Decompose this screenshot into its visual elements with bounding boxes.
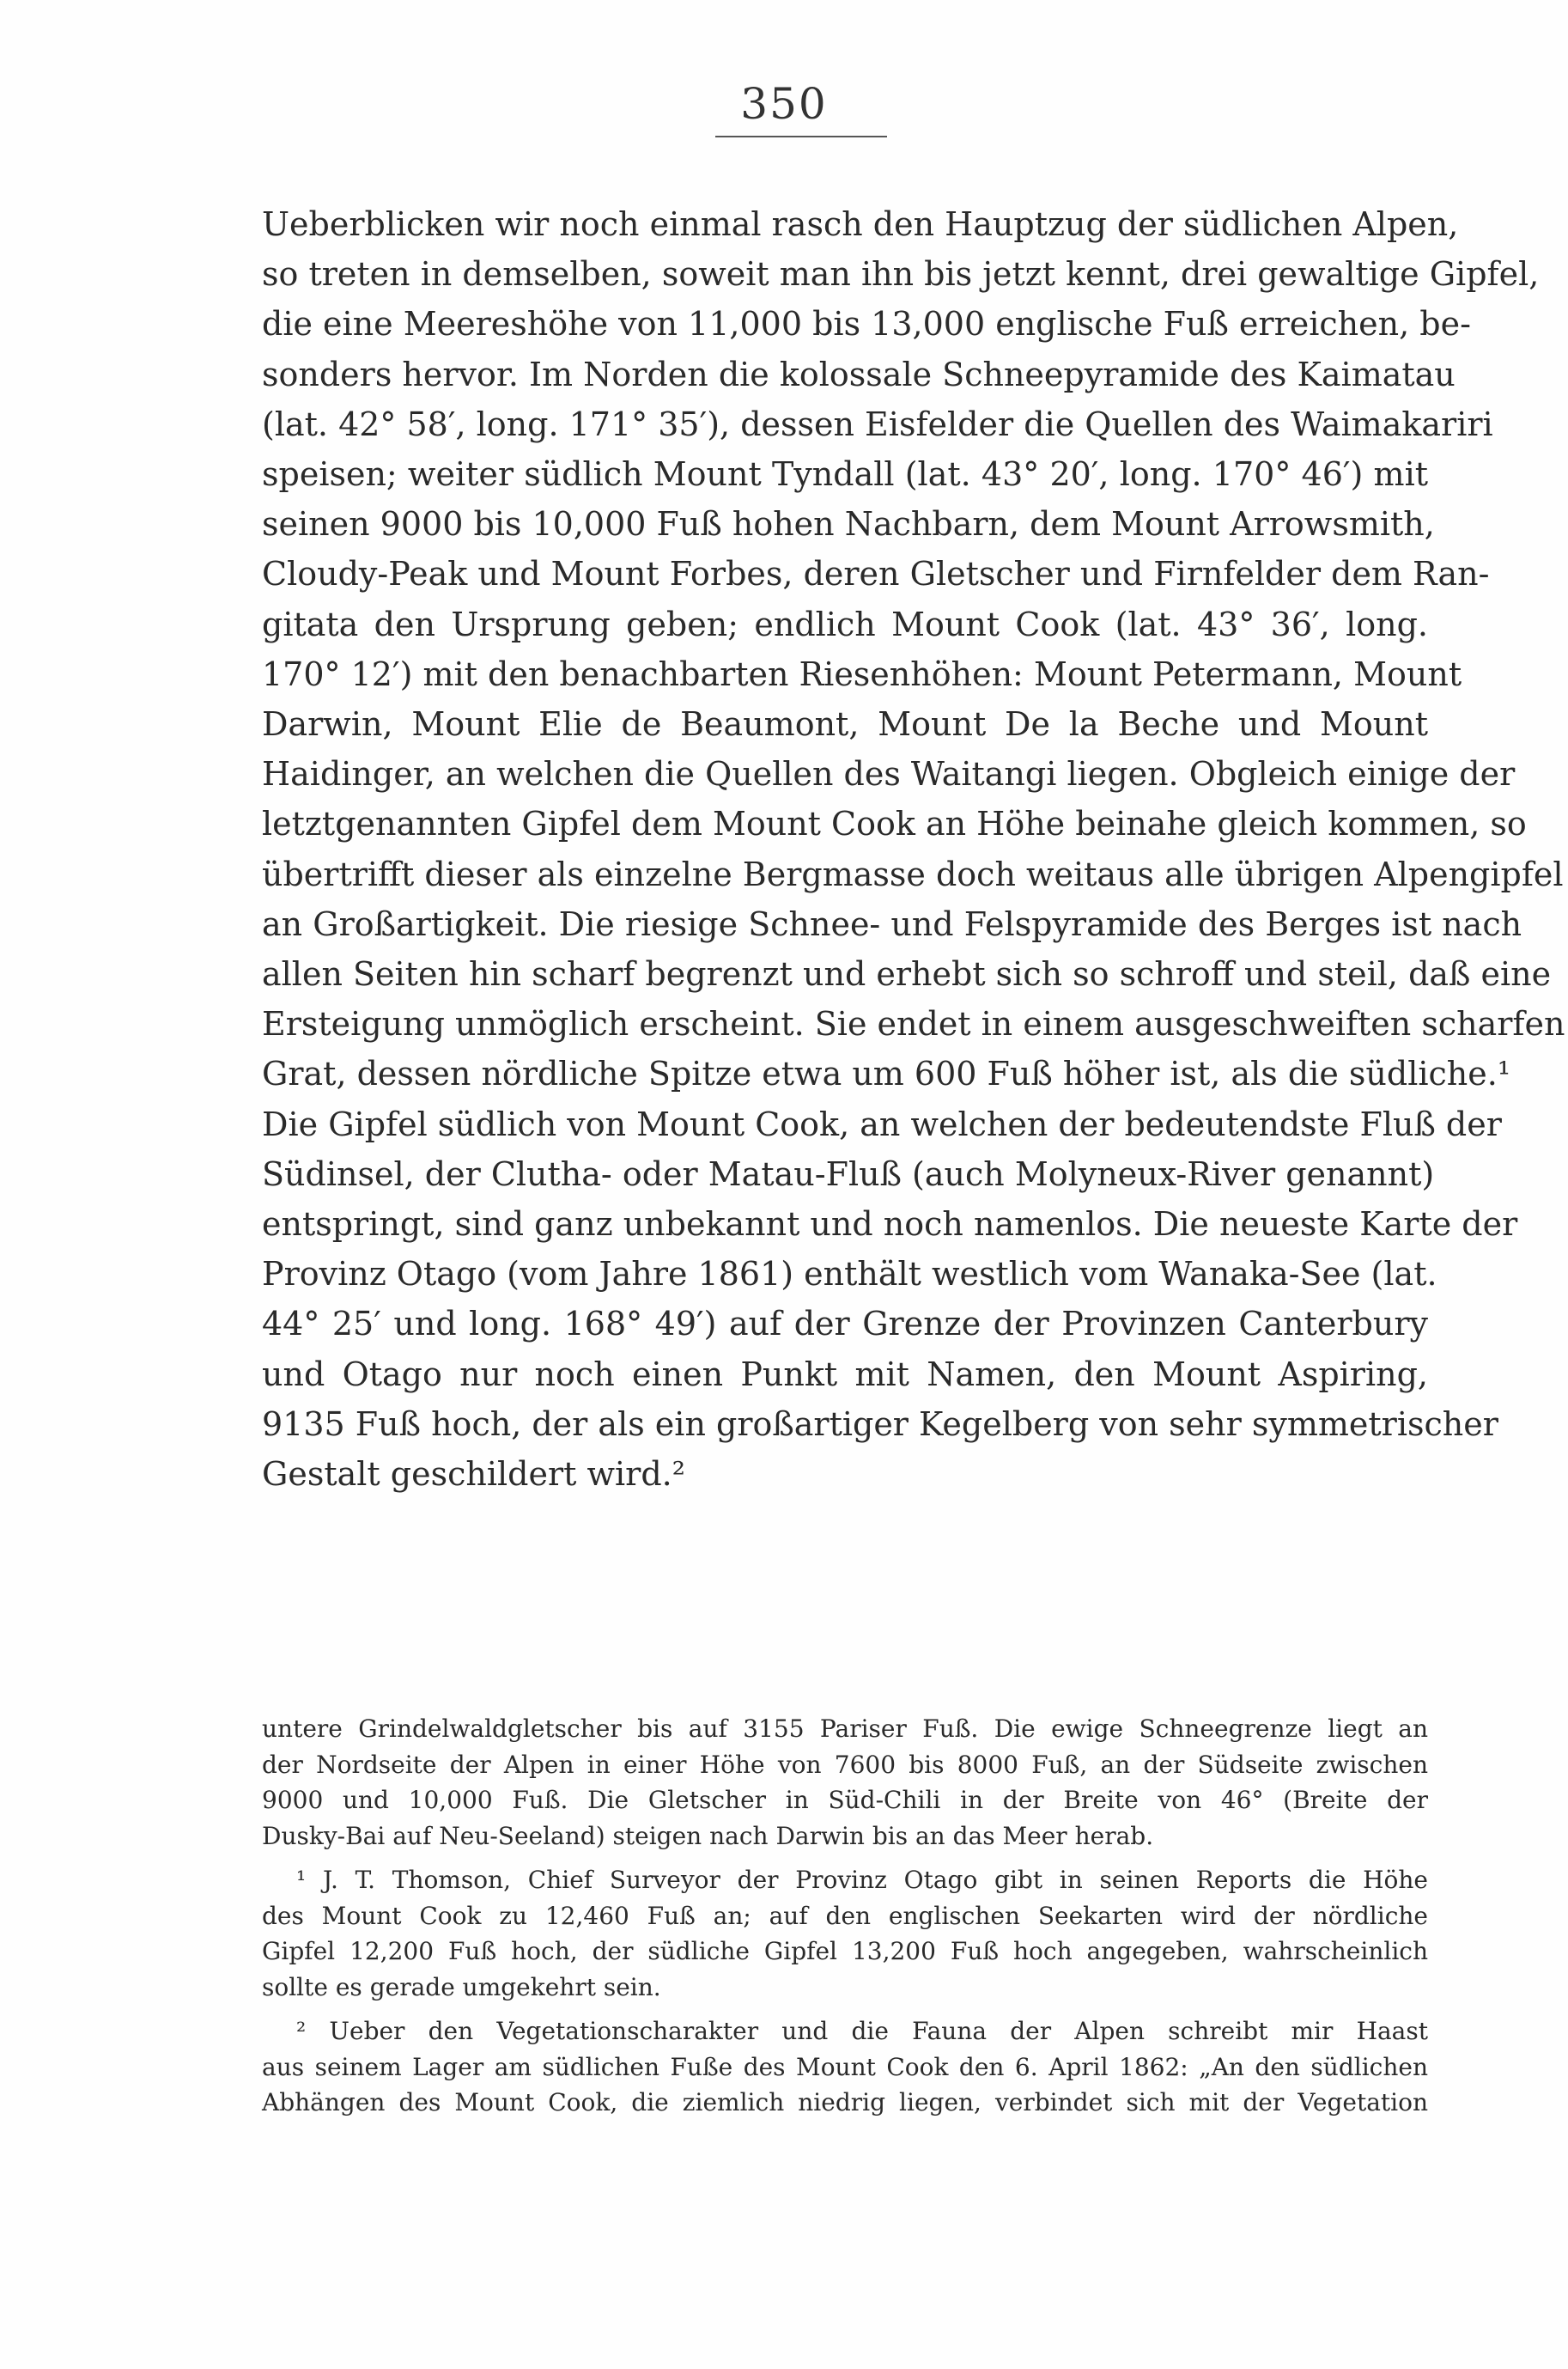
text-line: Haidinger, an welchen die Quellen des Waitangi liegen. Obgleich einige der	[262, 755, 1516, 794]
footnote-line: Gipfel 12,200 Fuß hoch, der südliche Gipfel 13,200 Fuß hoch angegeben, wahrscheinlich	[262, 1937, 1428, 1965]
text-line: Cloudy-Peak und Mount Forbes, deren Gletscher und Firnfelder dem Ran-	[262, 555, 1490, 594]
text-line: Ersteigung unmöglich erscheint. Sie endet in einem ausgeschweiften scharfen	[262, 1005, 1565, 1044]
footnote-line: ¹ J. T. Thomson, Chief Surveyor der Provinz Otago gibt in seinen Reports die Höhe	[296, 1866, 1428, 1894]
text-line: sonders hervor. Im Norden die kolossale Schneepyramide des Kaimatau	[262, 355, 1456, 393]
text-line: 170° 12′) mit den benachbarten Riesenhöhen: Mount Petermann, Mount	[262, 655, 1462, 693]
text-line: letztgenannten Gipfel dem Mount Cook an Höhe beinahe gleich kommen, so	[262, 805, 1527, 843]
footnote-line: sollte es gerade umgekehrt sein.	[262, 1972, 661, 2001]
text-line: Südinsel, der Clutha- oder Matau-Fluß (auch Molyneux-River genannt)	[262, 1154, 1435, 1193]
text-line: 9135 Fuß hoch, der als ein großartiger Kegelberg von sehr symmetrischer	[262, 1404, 1498, 1443]
text-line: entspringt, sind ganz unbekannt und noch namenlos. Die neueste Karte der	[262, 1205, 1518, 1244]
text-line: (lat. 42° 58′, long. 171° 35′), dessen Eisfelder die Quellen des Waimakariri	[262, 405, 1493, 443]
footnote-line: des Mount Cook zu 12,460 Fuß an; auf den englischen Seekarten wird der nördliche	[262, 1901, 1428, 1930]
footnote-2	[262, 2013, 1428, 2121]
text-line: übertrifft dieser als einzelne Bergmasse doch weitaus alle übrigen Alpengipfel	[262, 855, 1564, 893]
footnote-continuation	[262, 1711, 1428, 1854]
text-line: 44° 25′ und long. 168° 49′) auf der Grenze der Provinzen Canterbury	[262, 1305, 1428, 1343]
text-line: Gestalt geschildert wird.²	[262, 1455, 685, 1494]
footnote-line: untere Grindelwaldgletscher bis auf 3155 Pariser Fuß. Die ewige Schneegrenze liegt an	[262, 1714, 1428, 1743]
text-line: Darwin, Mount Elie de Beaumont, Mount De la Beche und Mount	[262, 705, 1428, 744]
footnotes	[262, 1711, 1428, 2121]
text-line: Die Gipfel südlich von Mount Cook, an welchen der bedeutendste Fluß der	[262, 1105, 1502, 1143]
text-line: Ueberblicken wir noch einmal rasch den Hauptzug der südlichen Alpen,	[262, 205, 1459, 243]
text-line: Grat, dessen nördliche Spitze etwa um 600 Fuß höher ist, als die südliche.¹	[262, 1055, 1511, 1093]
text-line: die eine Meereshöhe von 11,000 bis 13,000 englische Fuß erreichen, be-	[262, 305, 1471, 344]
footnote-line: aus seinem Lager am südlichen Fuße des Mount Cook den 6. April 1862: „An den südlichen	[262, 2052, 1428, 2081]
footnote-line: Dusky-Bai auf Neu-Seeland) steigen nach Darwin bis an das Meer herab.	[262, 1821, 1154, 1850]
text-line: Provinz Otago (vom Jahre 1861) enthält westlich vom Wanaka-See (lat.	[262, 1255, 1437, 1294]
footnote-line: 9000 und 10,000 Fuß. Die Gletscher in Süd-Chili in der Breite von 46° (Breite der	[262, 1786, 1428, 1814]
footnote-line: der Nordseite der Alpen in einer Höhe von 7600 bis 8000 Fuß, an der Südseite zwischen	[262, 1750, 1428, 1779]
text-line: allen Seiten hin scharf begrenzt und erhebt sich so schroff und steil, daß eine	[262, 955, 1552, 994]
footnote-1	[262, 1862, 1428, 2005]
text-line: seinen 9000 bis 10,000 Fuß hohen Nachbarn, dem Mount Arrowsmith,	[262, 505, 1435, 544]
page-number: 350	[740, 79, 828, 129]
footnote-line: ² Ueber den Vegetationscharakter und die Fauna der Alpen schreibt mir Haast	[296, 2017, 1428, 2045]
text-line: so treten in demselben, soweit man ihn bis jetzt kennt, drei gewaltige Gipfel,	[262, 255, 1540, 294]
text-line: und Otago nur noch einen Punkt mit Namen, den Mount Aspiring,	[262, 1355, 1428, 1393]
main-text	[262, 199, 1565, 1499]
footnote-line: Abhängen des Mount Cook, die ziemlich niedrig liegen, verbindet sich mit der Vegetation	[262, 2088, 1428, 2116]
text-line: speisen; weiter südlich Mount Tyndall (lat. 43° 20′, long. 170° 46′) mit	[262, 455, 1428, 494]
text-line: an Großartigkeit. Die riesige Schnee- und Felspyramide des Berges ist nach	[262, 904, 1522, 943]
text-line: gitata den Ursprung geben; endlich Mount Cook (lat. 43° 36′, long.	[262, 605, 1428, 643]
header-rule	[715, 136, 887, 137]
